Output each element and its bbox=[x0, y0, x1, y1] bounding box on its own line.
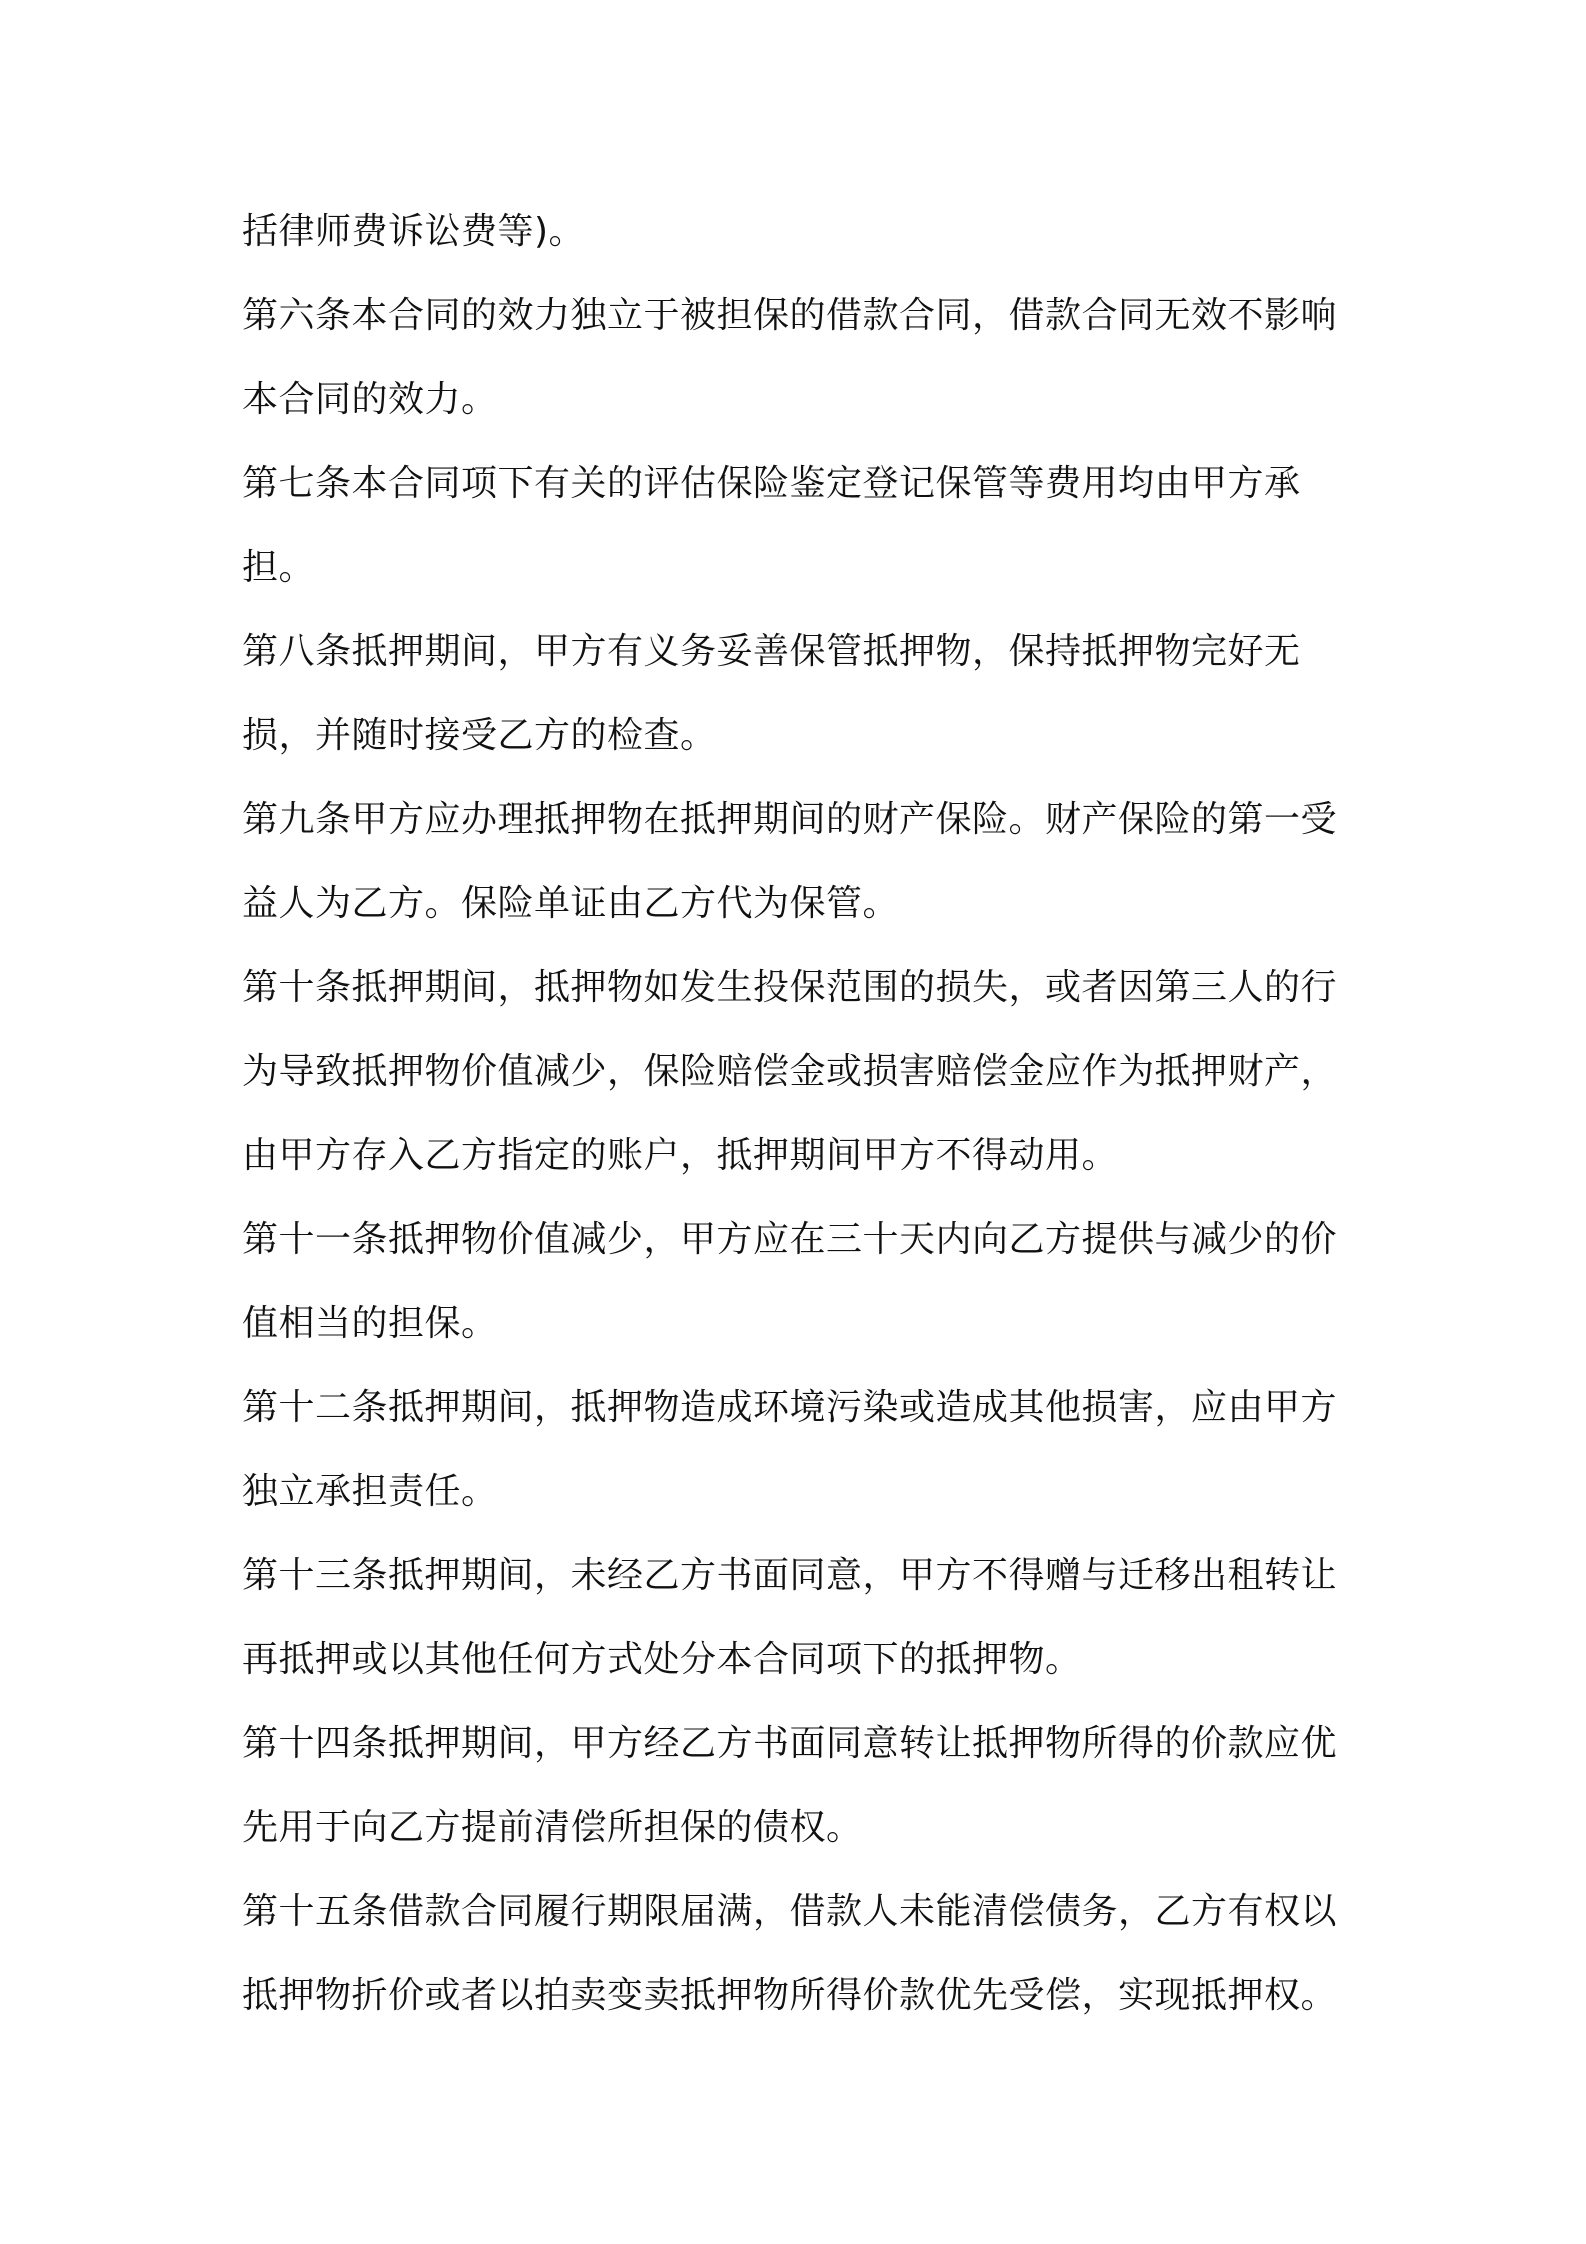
paragraph-article-7: 第七条本合同项下有关的评估保险鉴定登记保管等费用均由甲方承担。 bbox=[242, 463, 1301, 588]
paragraph-article-10: 第十条抵押期间，抵押物如发生投保范围的损失，或者因第三人的行为导致抵押物价值减少，保险赔偿金或损害赔偿金应作为抵押财产，由甲方存入乙方指定的账户，抵押期间甲方不得动用。 bbox=[242, 967, 1338, 1176]
paragraph-article-15: 第十五条借款合同履行期限届满，借款人未能清偿债务，乙方有权以抵押物折价或者以拍卖变卖抵押物所得价款优先受偿，实现抵押权。 bbox=[242, 1891, 1338, 2016]
paragraph-article-11: 第十一条抵押物价值减少，甲方应在三十天内向乙方提供与减少的价值相当的担保。 bbox=[242, 1219, 1338, 1344]
paragraph-article-6: 第六条本合同的效力独立于被担保的借款合同，借款合同无效不影响本合同的效力。 bbox=[242, 295, 1338, 420]
paragraph-article-13: 第十三条抵押期间，未经乙方书面同意，甲方不得赠与迁移出租转让再抵押或以其他任何方式处分本合同项下的抵押物。 bbox=[242, 1555, 1338, 1680]
paragraph-article-8: 第八条抵押期间，甲方有义务妥善保管抵押物，保持抵押物完好无损，并随时接受乙方的检查。 bbox=[242, 631, 1301, 756]
document-body bbox=[242, 190, 1362, 2038]
paragraph-article-12: 第十二条抵押期间，抵押物造成环境污染或造成其他损害，应由甲方独立承担责任。 bbox=[242, 1387, 1338, 1512]
paragraph-article-9: 第九条甲方应办理抵押物在抵押期间的财产保险。财产保险的第一受益人为乙方。保险单证由乙方代为保管。 bbox=[242, 799, 1338, 924]
paragraph-fee-clause-end: 括律师费诉讼费等)。 bbox=[242, 211, 586, 252]
paragraph-article-14: 第十四条抵押期间，甲方经乙方书面同意转让抵押物所得的价款应优先用于向乙方提前清偿所担保的债权。 bbox=[242, 1723, 1338, 1848]
